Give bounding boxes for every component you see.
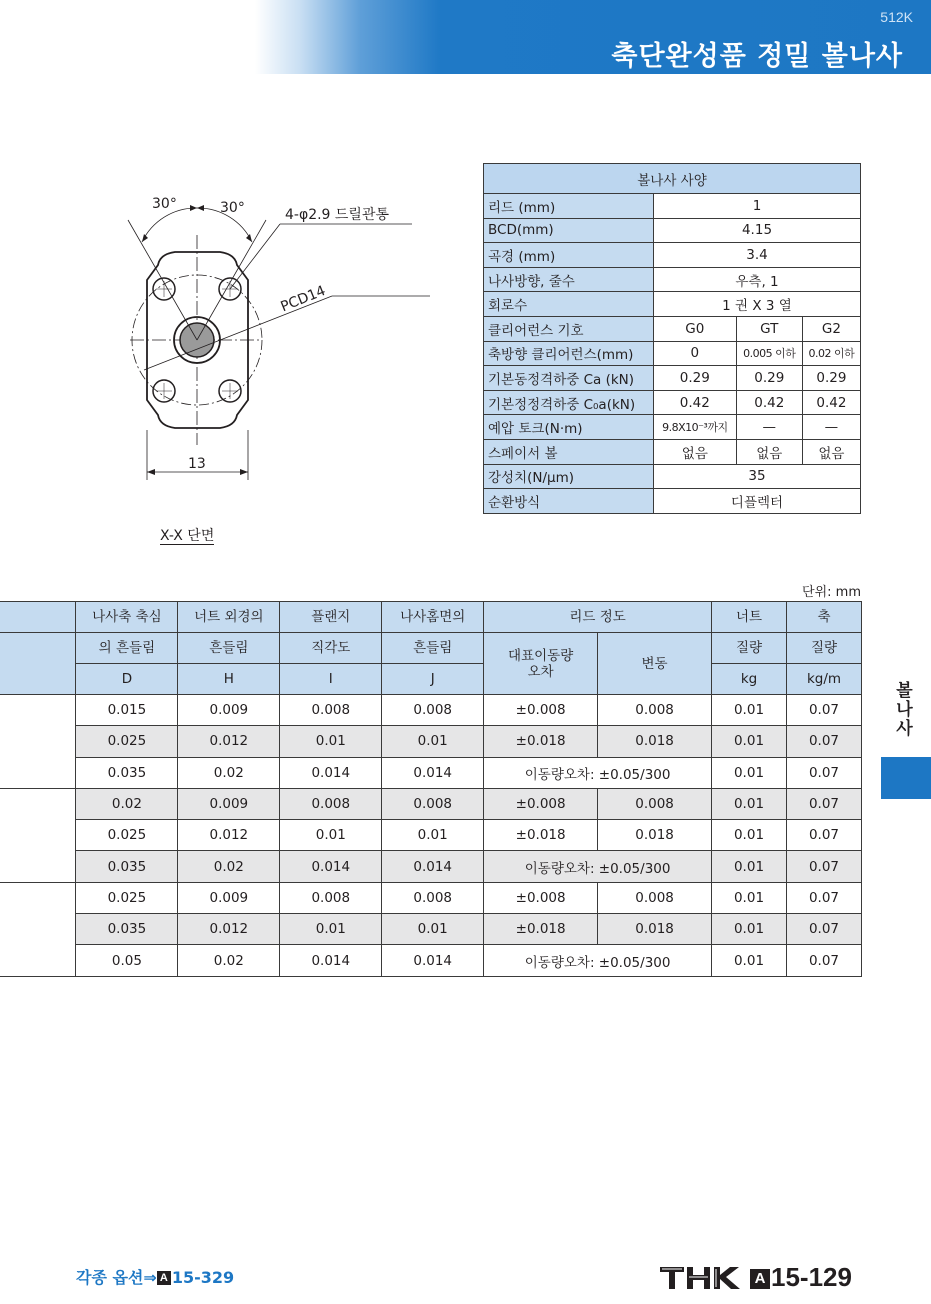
cell-nut: 0.01 [712, 851, 787, 882]
table-row [0, 851, 862, 882]
spec-row [484, 243, 861, 268]
row-stub [0, 820, 76, 851]
spec-label: 강성치(N/μm) [484, 464, 654, 489]
cell-var: 0.018 [598, 820, 712, 851]
cell-d: 0.035 [76, 914, 178, 945]
cell-i: 0.01 [280, 726, 382, 757]
cell-shaft: 0.07 [786, 820, 861, 851]
cell-i: 0.008 [280, 788, 382, 819]
spec-value: 1 권 X 3 열 [654, 292, 861, 317]
spec-label: 리드 (mm) [484, 194, 654, 219]
col-i-top: 플랜지 [280, 602, 382, 633]
spec-label: 기본정정격하중 C₀a(kN) [484, 390, 654, 415]
row-stub [0, 914, 76, 945]
col-i-sym: I [280, 664, 382, 695]
angle-left-label: 30° [152, 196, 177, 212]
col-nut-unit: kg [712, 664, 787, 695]
cell-d: 0.025 [76, 820, 178, 851]
spec-value: 0.29 [802, 366, 860, 391]
spec-value: 없음 [736, 439, 802, 464]
spec-value: G0 [654, 316, 737, 341]
cell-j: 0.014 [382, 945, 484, 976]
cell-lead-merged: 이동량오차: ±0.05/300 [484, 757, 712, 788]
col-lead-rep [484, 633, 598, 695]
cell-h: 0.009 [178, 695, 280, 726]
spec-label: 회로수 [484, 292, 654, 317]
col-lead-rep-line1: 대표이동량 [508, 647, 574, 664]
cell-shaft: 0.07 [786, 695, 861, 726]
cell-h: 0.02 [178, 851, 280, 882]
col-nut-mid: 질량 [712, 633, 787, 664]
cell-i: 0.014 [280, 945, 382, 976]
table-row [0, 757, 862, 788]
hole-note-label: 4-φ2.9 드릴관통 [285, 207, 390, 223]
col-h-mid: 흔들림 [178, 633, 280, 664]
spec-row [484, 415, 861, 440]
cell-lead-merged: 이동량오차: ±0.05/300 [484, 851, 712, 882]
thk-logo [660, 1265, 742, 1291]
spec-value: — [736, 415, 802, 440]
table-row [0, 726, 862, 757]
col-d-top: 나사축 축심 [76, 602, 178, 633]
cell-i: 0.01 [280, 914, 382, 945]
col-d-mid: 의 흔들림 [76, 633, 178, 664]
spec-row [484, 292, 861, 317]
cell-d: 0.02 [76, 788, 178, 819]
spec-value: — [802, 415, 860, 440]
cell-nut: 0.01 [712, 945, 787, 976]
spec-value: GT [736, 316, 802, 341]
options-page: 15-329 [171, 1268, 235, 1287]
spec-value: 0.02 이하 [802, 341, 860, 366]
spec-value: 없음 [654, 439, 737, 464]
col-lead-rep-line2: 오차 [527, 663, 554, 680]
spec-label: BCD(mm) [484, 218, 654, 243]
spec-label: 클리어런스 기호 [484, 316, 654, 341]
side-tab-label: 볼나사 [892, 681, 912, 738]
table-row [0, 945, 862, 976]
cell-rep: ±0.018 [484, 726, 598, 757]
pcd-label: PCD14 [278, 282, 328, 316]
col-j-mid: 흔들림 [382, 633, 484, 664]
cell-d: 0.05 [76, 945, 178, 976]
spec-value: 35 [654, 464, 861, 489]
options-text: 각종 옵션⇒ [76, 1268, 157, 1287]
cell-shaft: 0.07 [786, 914, 861, 945]
cell-j: 0.01 [382, 726, 484, 757]
row-stub [0, 695, 76, 726]
header-stub [0, 633, 76, 695]
cell-h: 0.012 [178, 726, 280, 757]
cell-shaft: 0.07 [786, 757, 861, 788]
page-title: 축단완성품 정밀 볼나사 [611, 41, 903, 72]
cell-rep: ±0.018 [484, 914, 598, 945]
spec-value: 4.15 [654, 218, 861, 243]
cell-var: 0.018 [598, 726, 712, 757]
row-stub [0, 945, 76, 976]
cell-nut: 0.01 [712, 882, 787, 913]
width-dim-label: 13 [188, 456, 206, 472]
cell-shaft: 0.07 [786, 945, 861, 976]
cell-rep: ±0.008 [484, 882, 598, 913]
table-row [0, 788, 862, 819]
col-shaft-mid: 질량 [786, 633, 861, 664]
spec-label: 축방향 클리어런스(mm) [484, 341, 654, 366]
spec-row [484, 390, 861, 415]
cell-h: 0.009 [178, 788, 280, 819]
cell-shaft: 0.07 [786, 851, 861, 882]
spec-row [484, 194, 861, 219]
cell-var: 0.008 [598, 695, 712, 726]
section-caption: X-X 단면 [160, 528, 215, 544]
unit-note: 단위: mm [802, 585, 861, 600]
cell-j: 0.008 [382, 695, 484, 726]
col-lead: 리드 정도 [484, 602, 712, 633]
col-h-sym: H [178, 664, 280, 695]
col-shaft-unit: kg/m [786, 664, 861, 695]
cell-i: 0.014 [280, 851, 382, 882]
col-d-sym: D [76, 664, 178, 695]
spec-row [484, 218, 861, 243]
cell-j: 0.014 [382, 757, 484, 788]
cell-d: 0.035 [76, 851, 178, 882]
spec-row [484, 366, 861, 391]
cell-nut: 0.01 [712, 726, 787, 757]
row-stub [0, 788, 76, 819]
row-stub [0, 726, 76, 757]
cell-h: 0.009 [178, 882, 280, 913]
cell-rep: ±0.008 [484, 788, 598, 819]
spec-value: 0.29 [654, 366, 737, 391]
spec-value: 0.42 [802, 390, 860, 415]
col-lead-var: 변동 [598, 633, 712, 695]
cell-j: 0.008 [382, 882, 484, 913]
col-h-top: 너트 외경의 [178, 602, 280, 633]
cell-shaft: 0.07 [786, 882, 861, 913]
spec-label: 스페이서 볼 [484, 439, 654, 464]
cell-h: 0.02 [178, 945, 280, 976]
spec-row [484, 267, 861, 292]
cell-j: 0.008 [382, 788, 484, 819]
col-shaft-top: 축 [786, 602, 861, 633]
spec-value: 1 [654, 194, 861, 219]
model-code: 512K [880, 9, 913, 25]
cell-j: 0.014 [382, 851, 484, 882]
table-row [0, 820, 862, 851]
spec-label: 곡경 (mm) [484, 243, 654, 268]
col-nut-top: 너트 [712, 602, 787, 633]
spec-value: G2 [802, 316, 860, 341]
side-tab-marker[interactable] [881, 757, 931, 799]
spec-row [484, 439, 861, 464]
cell-h: 0.012 [178, 820, 280, 851]
spec-label: 순환방식 [484, 489, 654, 514]
row-stub [0, 757, 76, 788]
col-j-top: 나사홈면의 [382, 602, 484, 633]
spec-table-title: 볼나사 사양 [484, 164, 861, 194]
header-stub [0, 602, 76, 633]
flange-section-drawing [100, 180, 440, 500]
row-stub [0, 851, 76, 882]
spec-value: 0.29 [736, 366, 802, 391]
ball-screw-spec-table [483, 163, 861, 514]
spec-row [484, 489, 861, 514]
page-number-block [750, 1262, 852, 1293]
cell-nut: 0.01 [712, 695, 787, 726]
cell-lead-merged: 이동량오차: ±0.05/300 [484, 945, 712, 976]
spec-row [484, 316, 861, 341]
cell-d: 0.035 [76, 757, 178, 788]
spec-value: 우측, 1 [654, 267, 861, 292]
cell-i: 0.014 [280, 757, 382, 788]
cell-h: 0.02 [178, 757, 280, 788]
spec-value: 3.4 [654, 243, 861, 268]
cell-nut: 0.01 [712, 914, 787, 945]
options-link[interactable] [76, 1265, 234, 1288]
cell-shaft: 0.07 [786, 788, 861, 819]
spec-label: 예압 토크(N·m) [484, 415, 654, 440]
spec-row [484, 464, 861, 489]
spec-label: 나사방향, 줄수 [484, 267, 654, 292]
spec-value: 0.005 이하 [736, 341, 802, 366]
cell-var: 0.008 [598, 882, 712, 913]
spec-value: 디플렉터 [654, 489, 861, 514]
spec-value: 0.42 [654, 390, 737, 415]
cell-rep: ±0.008 [484, 695, 598, 726]
cell-j: 0.01 [382, 914, 484, 945]
table-row [0, 695, 862, 726]
accuracy-table [0, 601, 862, 977]
spec-label: 기본동정격하중 Ca (kN) [484, 366, 654, 391]
ref-box-icon: A [157, 1271, 171, 1285]
cell-nut: 0.01 [712, 788, 787, 819]
cell-d: 0.015 [76, 695, 178, 726]
spec-value: 0.42 [736, 390, 802, 415]
cell-j: 0.01 [382, 820, 484, 851]
spec-value: 9.8X10⁻³까지 [654, 415, 737, 440]
ref-box-icon: A [750, 1269, 770, 1289]
cell-nut: 0.01 [712, 757, 787, 788]
cell-i: 0.008 [280, 695, 382, 726]
cell-d: 0.025 [76, 882, 178, 913]
cell-shaft: 0.07 [786, 726, 861, 757]
cell-nut: 0.01 [712, 820, 787, 851]
cell-d: 0.025 [76, 726, 178, 757]
cell-var: 0.018 [598, 914, 712, 945]
cell-h: 0.012 [178, 914, 280, 945]
angle-right-label: 30° [220, 200, 245, 216]
col-i-mid: 직각도 [280, 633, 382, 664]
cell-var: 0.008 [598, 788, 712, 819]
page-number: 15-129 [771, 1262, 852, 1292]
row-stub [0, 882, 76, 913]
table-row [0, 882, 862, 913]
table-row [0, 914, 862, 945]
cell-rep: ±0.018 [484, 820, 598, 851]
col-j-sym: J [382, 664, 484, 695]
spec-value: 없음 [802, 439, 860, 464]
cell-i: 0.01 [280, 820, 382, 851]
spec-row [484, 341, 861, 366]
cell-i: 0.008 [280, 882, 382, 913]
spec-value: 0 [654, 341, 737, 366]
